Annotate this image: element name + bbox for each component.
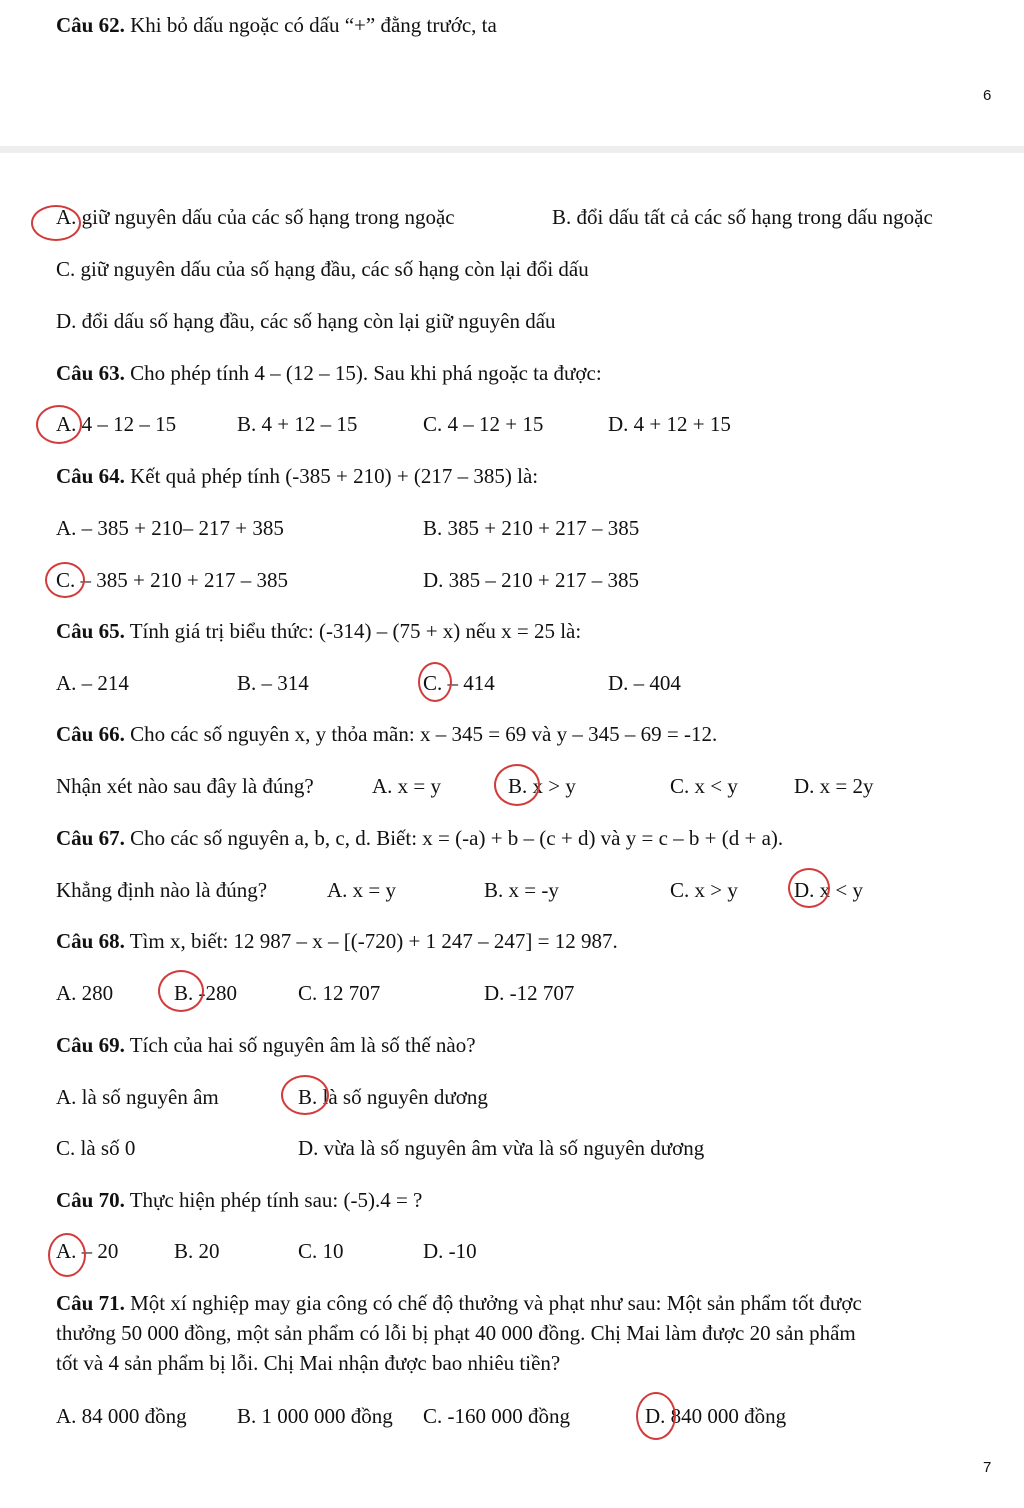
q71-text-line1: Một xí nghiệp may gia công có chế độ thưởng và phạt như sau: Một sản phẩm tốt được: [130, 1291, 862, 1315]
q69-option-d[interactable]: D. vừa là số nguyên âm vừa là số nguyên dương: [298, 1136, 705, 1160]
q70-option-c[interactable]: C. 10: [298, 1239, 344, 1263]
q68-label: Câu 68.: [56, 929, 125, 953]
q71-option-c[interactable]: C. -160 000 đồng: [423, 1404, 570, 1428]
q69-option-a[interactable]: A. là số nguyên âm: [56, 1085, 219, 1109]
q62-option-c[interactable]: C. giữ nguyên dấu của số hạng đầu, các số hạng còn lại đổi dấu: [56, 257, 589, 281]
q68-option-d[interactable]: D. -12 707: [484, 981, 575, 1005]
q66-text: Cho các số nguyên x, y thỏa mãn: x – 345 = 69 và y – 345 – 69 = -12.: [130, 722, 718, 746]
q67-label: Câu 67.: [56, 826, 125, 850]
q68-option-c[interactable]: C. 12 707: [298, 981, 381, 1005]
q62-stem: [56, 13, 497, 38]
page-separator: [0, 146, 1024, 153]
q62-label: Câu 62.: [56, 13, 125, 37]
q67-option-b[interactable]: B. x = -y: [484, 878, 559, 902]
q62-option-d[interactable]: D. đổi dấu số hạng đầu, các số hạng còn lại giữ nguyên dấu: [56, 309, 556, 333]
q66-option-c[interactable]: C. x < y: [670, 774, 738, 798]
page-number-top: 6: [983, 87, 992, 104]
q62-option-b[interactable]: B. đổi dấu tất cả các số hạng trong dấu ngoặc: [552, 205, 933, 229]
q64-option-a[interactable]: A. – 385 + 210– 217 + 385: [56, 516, 284, 540]
q71-stem-line1: [56, 1291, 862, 1316]
q64-option-d[interactable]: D. 385 – 210 + 217 – 385: [423, 568, 640, 592]
q68-option-b[interactable]: B. -280: [174, 981, 237, 1005]
q69-option-c[interactable]: C. là số 0: [56, 1136, 136, 1160]
q71-option-a[interactable]: A. 84 000 đồng: [56, 1404, 187, 1428]
answer-circle-q63: [36, 405, 82, 444]
q71-option-b[interactable]: B. 1 000 000 đồng: [237, 1404, 393, 1428]
q66-stem: [56, 722, 717, 747]
q63-option-c[interactable]: C. 4 – 12 + 15: [423, 412, 544, 436]
answer-circle-q70: [48, 1233, 86, 1277]
q70-option-b[interactable]: B. 20: [174, 1239, 220, 1263]
q64-label: Câu 64.: [56, 464, 125, 488]
q67-option-a[interactable]: A. x = y: [327, 878, 397, 902]
q71-option-d[interactable]: D. 840 000 đồng: [645, 1404, 787, 1428]
q63-option-b[interactable]: B. 4 + 12 – 15: [237, 412, 358, 436]
q70-option-a[interactable]: A. – 20: [56, 1239, 119, 1263]
answer-circle-q69: [281, 1075, 329, 1115]
q70-option-d[interactable]: D. -10: [423, 1239, 477, 1263]
q69-label: Câu 69.: [56, 1033, 125, 1057]
q68-stem: [56, 929, 618, 954]
q65-stem: [56, 619, 581, 644]
q66-option-b[interactable]: B. x > y: [508, 774, 576, 798]
answer-circle-q66: [494, 764, 540, 806]
q65-label: Câu 65.: [56, 619, 125, 643]
q65-option-c[interactable]: C. – 414: [423, 671, 495, 695]
q69-text: Tích của hai số nguyên âm là số thế nào?: [129, 1033, 476, 1057]
q70-stem: [56, 1188, 422, 1213]
q71-stem-line3: tốt và 4 sản phẩm bị lỗi. Chị Mai nhận được bao nhiêu tiền?: [56, 1351, 561, 1375]
q65-option-a[interactable]: A. – 214: [56, 671, 129, 695]
q63-label: Câu 63.: [56, 361, 125, 385]
q68-text: Tìm x, biết: 12 987 – x – [(-720) + 1 247 – 247] = 12 987.: [129, 929, 618, 953]
q71-stem-line2: thưởng 50 000 đồng, một sản phẩm có lỗi bị phạt 40 000 đồng. Chị Mai làm được 20 sản phẩm: [56, 1321, 856, 1345]
answer-circle-q65: [418, 662, 452, 702]
q64-text: Kết quả phép tính (-385 + 210) + (217 – 385) là:: [130, 464, 539, 488]
q67-option-c[interactable]: C. x > y: [670, 878, 738, 902]
q66-option-a[interactable]: A. x = y: [372, 774, 442, 798]
answer-circle-q68: [158, 970, 204, 1012]
q69-option-b[interactable]: B. là số nguyên dương: [298, 1085, 488, 1109]
answer-circle-q62: [31, 205, 81, 241]
q64-option-c[interactable]: C. – 385 + 210 + 217 – 385: [56, 568, 288, 592]
answer-circle-q67: [788, 868, 830, 908]
q68-option-a[interactable]: A. 280: [56, 981, 114, 1005]
page-number-bottom: 7: [983, 1459, 992, 1476]
q70-label: Câu 70.: [56, 1188, 125, 1212]
q67-stem: [56, 826, 783, 851]
q67-prompt: Khẳng định nào là đúng?: [56, 878, 268, 902]
q66-prompt: Nhận xét nào sau đây là đúng?: [56, 774, 314, 798]
q67-text: Cho các số nguyên a, b, c, d. Biết: x = (-a) + b – (c + d) và y = c – b + (d + a).: [130, 826, 784, 850]
answer-circle-q64: [45, 562, 85, 598]
q63-option-d[interactable]: D. 4 + 12 + 15: [608, 412, 731, 436]
q63-option-a[interactable]: A. 4 – 12 – 15: [56, 412, 177, 436]
q63-text: Cho phép tính 4 – (12 – 15). Sau khi phá ngoặc ta được:: [130, 361, 602, 385]
q65-option-b[interactable]: B. – 314: [237, 671, 309, 695]
q65-option-d[interactable]: D. – 404: [608, 671, 681, 695]
q66-label: Câu 66.: [56, 722, 125, 746]
q63-stem: [56, 361, 602, 386]
answer-circle-q71: [636, 1392, 676, 1440]
q64-stem: [56, 464, 538, 489]
q71-label: Câu 71.: [56, 1291, 125, 1315]
q66-option-d[interactable]: D. x = 2y: [794, 774, 874, 798]
q62-option-a[interactable]: A. giữ nguyên dấu của các số hạng trong ngoặc: [56, 205, 455, 229]
q65-text: Tính giá trị biểu thức: (-314) – (75 + x) nếu x = 25 là:: [129, 619, 582, 643]
q67-option-d[interactable]: D. x < y: [794, 878, 864, 902]
q69-stem: [56, 1033, 476, 1058]
q64-option-b[interactable]: B. 385 + 210 + 217 – 385: [423, 516, 640, 540]
q62-text: Khi bỏ dấu ngoặc có dấu “+” đằng trước, ta: [130, 13, 497, 37]
q70-text: Thực hiện phép tính sau: (-5).4 = ?: [129, 1188, 423, 1212]
